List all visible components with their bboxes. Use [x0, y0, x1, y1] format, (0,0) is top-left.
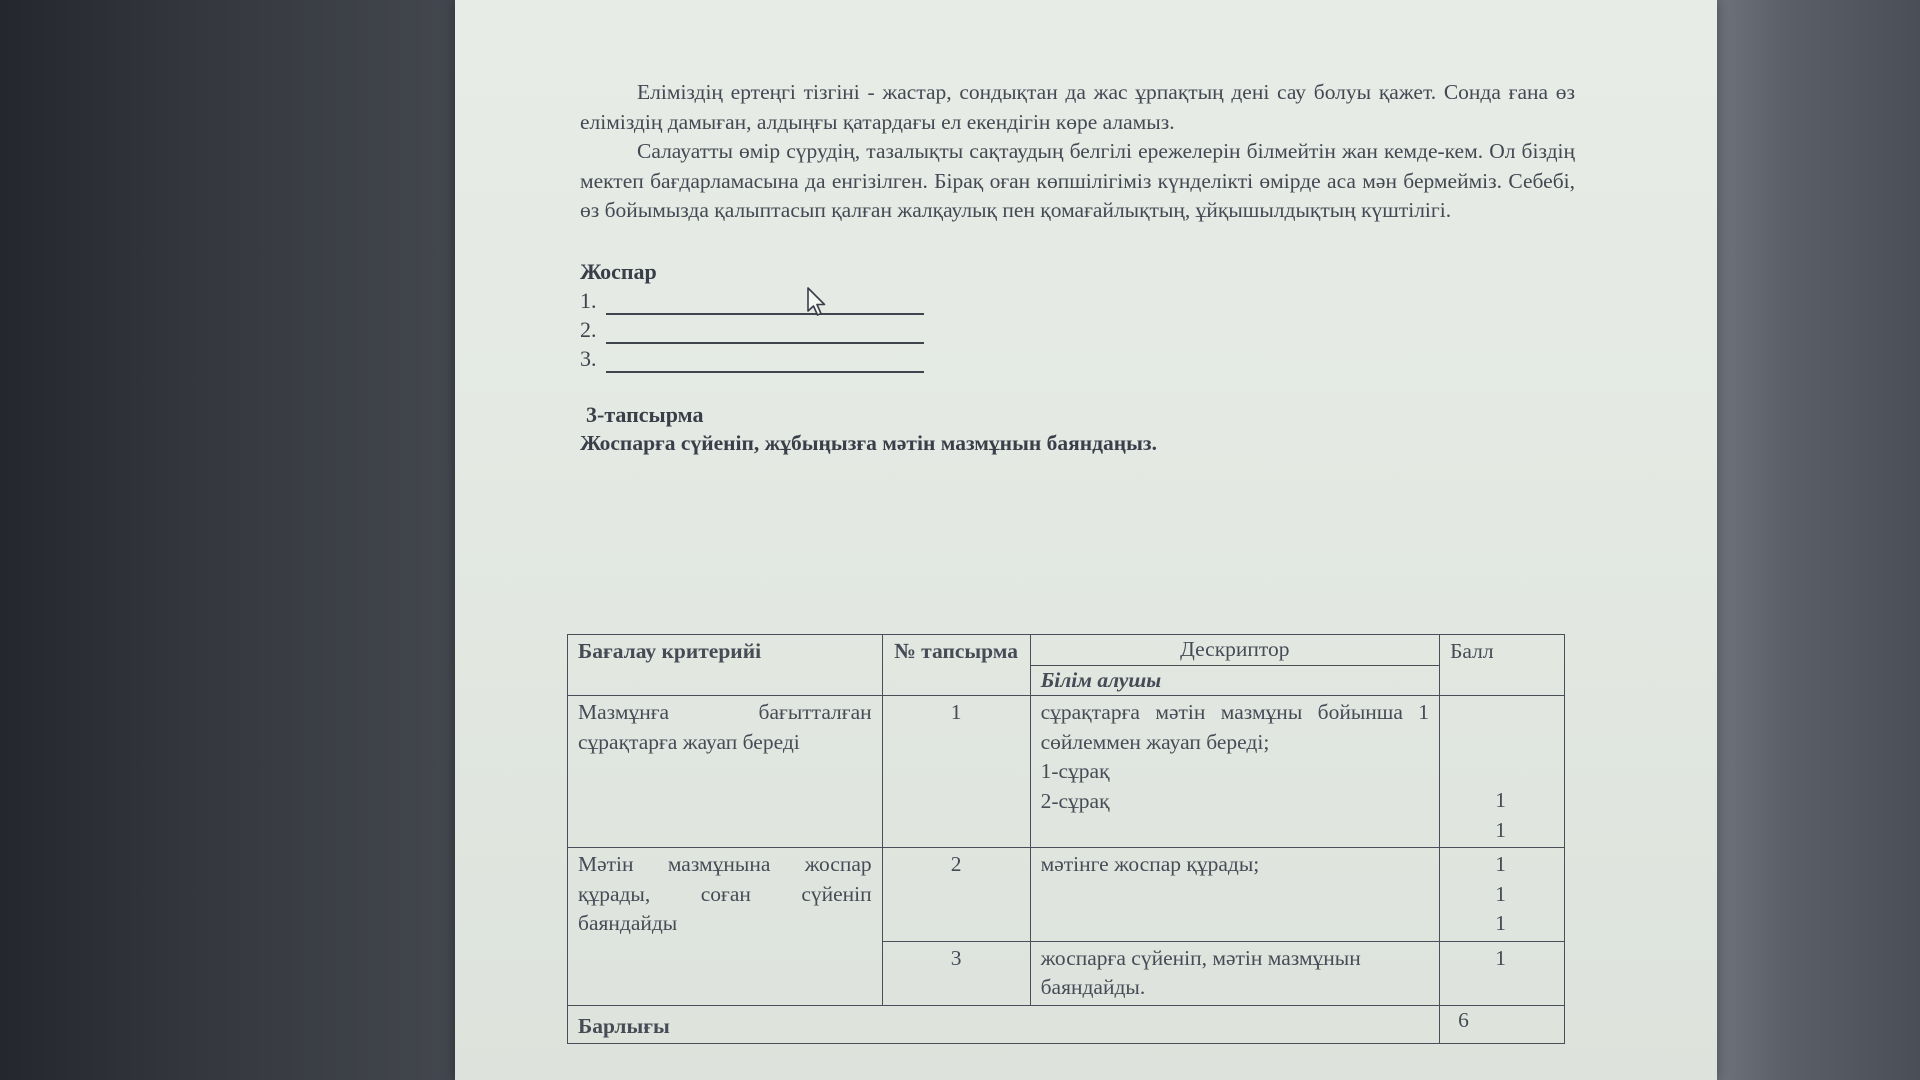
plan-blank-line[interactable]: [606, 293, 924, 315]
plan-item-number: 3.: [580, 345, 597, 371]
total-value: 6: [1440, 1005, 1565, 1044]
descriptor-text: сұрақтарға мәтін мазмұны бойынша 1 сөйлеммен жауап береді;: [1040, 700, 1430, 754]
table-row: [568, 696, 1565, 848]
paragraph-1: Еліміздің ертеңгі тізгіні - жастар, сондықтан да жас ұрпақтың дені сау болуы қажет. Сонда ғана өз еліміздің дамыған, алдыңғы қатардағы ел екендігін көре аламыз.: [580, 80, 1575, 134]
plan-item-number: 2.: [580, 316, 597, 342]
header-task-number: № тапсырма: [882, 635, 1030, 696]
score-value: 1: [1495, 788, 1506, 812]
table-row: [568, 848, 1565, 942]
task-section: [580, 401, 1575, 457]
assessment-criteria-table: [567, 634, 1565, 1044]
monitor-bezel-left: [0, 0, 460, 1080]
plan-blank-line[interactable]: [606, 322, 924, 344]
score-cell: [1440, 848, 1565, 942]
score-value: 1: [1495, 817, 1506, 842]
table-header-row: [568, 635, 1565, 666]
header-score: Балл: [1440, 635, 1565, 696]
score-cell: [1440, 941, 1565, 1005]
plan-blank-line[interactable]: [606, 351, 924, 373]
paragraph-2: Салауатты өмір сүрудің, тазалықты сақтаудың белгілі ережелерін білмейтін жан кемде-кем. Ол біздің мектеп бағдарламасына да енгізілген. Бірақ оған көпшілігіміз күнделікті өмірде аса мән бермейміз. Себебі, өз бойымызда қалыптасып қалған жалқаулық пен қомағайлықтың, ұйқышылдықтың күштілігі.: [580, 139, 1575, 222]
descriptor-text: 2-сұрақ: [1040, 788, 1110, 813]
score-value: 1: [1495, 881, 1506, 906]
header-descriptor: Дескриптор: [1030, 635, 1439, 666]
plan-section: [580, 257, 1575, 373]
criteria-cell: Мәтін мазмұнына жоспар құрады, соған сүйеніп баяндайды: [568, 848, 883, 1006]
plan-item-1: [580, 286, 1575, 315]
mouse-cursor-icon: [806, 287, 828, 317]
descriptor-text: 1-сұрақ: [1040, 759, 1110, 783]
criteria-cell: Мазмұнға бағытталған сұрақтарға жауап береді: [568, 696, 883, 848]
descriptor-cell: [1030, 696, 1439, 848]
score-value: 1: [1495, 852, 1506, 876]
descriptor-cell: мәтінге жоспар құрады;: [1030, 848, 1439, 942]
header-descriptor-sub: Білім алушы: [1030, 665, 1439, 696]
header-criteria: Бағалау критерийі: [568, 635, 883, 696]
task-number-cell: 2: [882, 848, 1030, 942]
task-instruction: Жоспарға сүйеніп, жұбыңызға мәтін мазмұнын баяндаңыз.: [580, 430, 1157, 455]
score-value: 1: [1495, 911, 1506, 935]
document-page: [455, 0, 1717, 1080]
monitor-bezel-right: [1715, 0, 1920, 1080]
task-number-cell: 3: [882, 941, 1030, 1005]
score-cell: [1440, 696, 1565, 848]
task-number-cell: 1: [882, 696, 1030, 848]
table-total-row: [568, 1005, 1565, 1044]
plan-item-number: 1.: [580, 287, 597, 313]
descriptor-cell: жоспарға сүйеніп, мәтін мазмұнын баяндайды.: [1030, 941, 1439, 1005]
total-label: Барлығы: [568, 1005, 1440, 1044]
document-content: [580, 78, 1575, 457]
task-title: 3-тапсырма: [586, 401, 704, 427]
plan-item-3: [580, 344, 1575, 373]
score-value: 1: [1495, 945, 1506, 970]
plan-item-2: [580, 315, 1575, 344]
plan-title: Жоспар: [580, 258, 657, 284]
